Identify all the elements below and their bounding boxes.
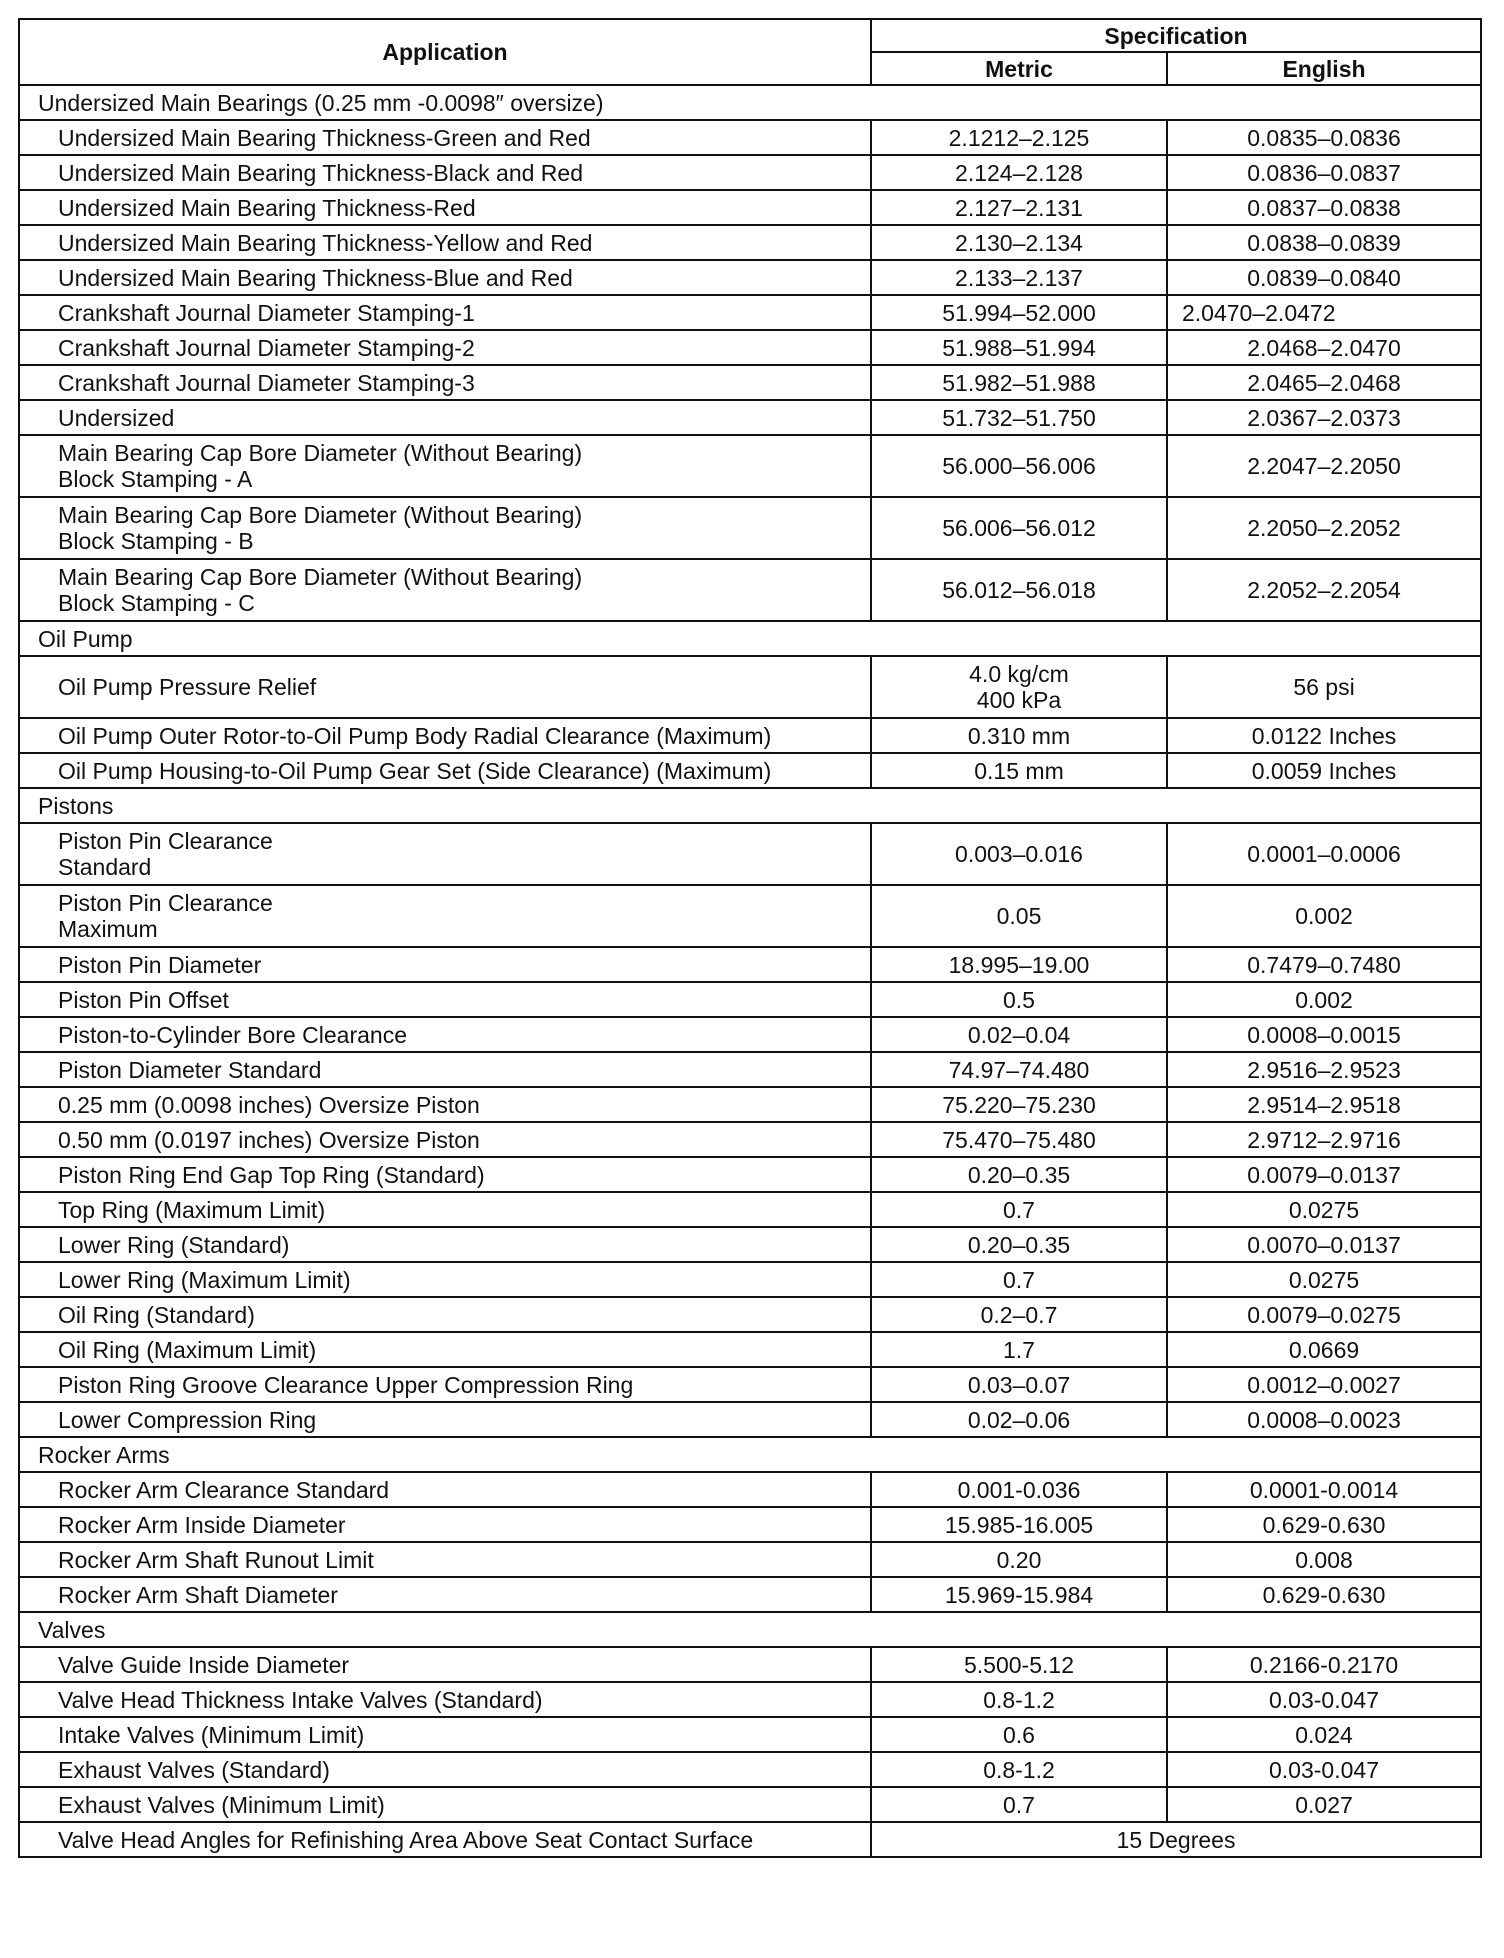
application-cell [19,1717,871,1752]
metric-cell [871,1682,1167,1717]
application-text: Crankshaft Journal Diameter Stamping-1 [58,299,475,326]
table-row [19,1682,1481,1717]
metric-value: 0.7 [1003,1196,1035,1223]
table-row [19,1017,1481,1052]
table-row [19,330,1481,365]
metric-value: 51.982–51.988 [942,369,1096,396]
metric-cell [871,982,1167,1017]
metric-value: 1.7 [1003,1336,1035,1363]
metric-value: 74.97–74.480 [948,1056,1090,1083]
metric-cell [871,400,1167,435]
metric-value: 15.969-15.984 [944,1581,1094,1608]
application-text: Rocker Arm Clearance Standard [58,1476,390,1503]
application-cell [19,1157,871,1192]
application-cell [19,365,871,400]
metric-cell [871,190,1167,225]
english-cell: 0.0008–0.0015 [1167,1017,1481,1052]
metric-value: 0.003–0.016 [955,841,1083,867]
application-cell [19,753,871,788]
english-cell: 2.2052–2.2054 [1167,559,1481,621]
application-text: Crankshaft Journal Diameter Stamping-2 [58,334,475,361]
application-text: Valve Head Thickness Intake Valves (Standard) [58,1686,543,1713]
application-cell [19,1752,871,1787]
column-header-application: Application [19,19,871,85]
application-text: Oil Pump Outer Rotor-to-Oil Pump Body Radial Clearance (Maximum) [58,722,772,749]
metric-cell [871,718,1167,753]
column-header-english: English [1167,52,1481,85]
metric-cell [871,497,1167,559]
section-row [19,621,1481,656]
metric-value: 75.470–75.480 [942,1126,1096,1153]
metric-cell [871,656,1167,718]
metric-value: 0.5 [1003,986,1035,1013]
table-row [19,1822,1481,1857]
metric-cell [871,559,1167,621]
metric-value: 0.8-1.2 [983,1686,1055,1713]
metric-cell [871,1367,1167,1402]
application-cell [19,1017,871,1052]
application-cell [19,885,871,947]
metric-value: 2.1212–2.125 [948,124,1090,151]
application-cell [19,155,871,190]
table-row [19,1157,1481,1192]
english-cell: 0.03-0.047 [1167,1682,1481,1717]
application-cell [19,1227,871,1262]
application-cell [19,1787,871,1822]
metric-cell [871,120,1167,155]
table-row [19,1227,1481,1262]
table-row [19,947,1481,982]
application-text: Oil Ring (Standard) [58,1301,255,1328]
metric-cell [871,1472,1167,1507]
table-row [19,656,1481,718]
english-cell: 0.002 [1167,885,1481,947]
application-text: Main Bearing Cap Bore Diameter (Without Bearing) [58,502,583,528]
section-row [19,1437,1481,1472]
english-cell: 0.0001–0.0006 [1167,823,1481,885]
application-cell [19,1332,871,1367]
english-cell: 0.008 [1167,1542,1481,1577]
english-cell: 2.9712–2.9716 [1167,1122,1481,1157]
metric-value: 15.985-16.005 [944,1511,1094,1538]
table-row [19,559,1481,621]
metric-value: 0.02–0.06 [967,1406,1071,1433]
metric-value: 0.02–0.04 [967,1021,1071,1048]
table-row [19,1367,1481,1402]
application-text: Crankshaft Journal Diameter Stamping-3 [58,369,475,396]
application-text: Piston Pin Clearance [58,890,273,916]
table-row [19,1787,1481,1822]
metric-cell [871,1297,1167,1332]
table-row [19,1507,1481,1542]
english-cell: 2.0465–2.0468 [1167,365,1481,400]
table-row [19,1752,1481,1787]
metric-value: 51.994–52.000 [942,299,1096,326]
metric-value: 0.6 [1003,1721,1035,1748]
english-cell: 0.0122 Inches [1167,718,1481,753]
metric-value: 5.500-5.12 [964,1651,1074,1678]
application-text: Rocker Arm Shaft Runout Limit [58,1546,374,1573]
table-row [19,1647,1481,1682]
english-cell: 0.002 [1167,982,1481,1017]
metric-value: 2.127–2.131 [955,194,1083,221]
application-cell [19,1262,871,1297]
application-text: Oil Pump Housing-to-Oil Pump Gear Set (Side Clearance) (Maximum) [58,757,772,784]
english-cell: 0.629-0.630 [1167,1577,1481,1612]
metric-cell [871,155,1167,190]
application-text: Oil Pump Pressure Relief [58,674,317,700]
english-cell: 2.2047–2.2050 [1167,435,1481,497]
application-cell [19,1647,871,1682]
english-cell: 0.0012–0.0027 [1167,1367,1481,1402]
metric-cell [871,1787,1167,1822]
english-cell: 0.0275 [1167,1192,1481,1227]
application-text: Lower Ring (Maximum Limit) [58,1266,351,1293]
metric-value: 400 kPa [976,687,1062,713]
application-cell [19,947,871,982]
section-row [19,788,1481,823]
spec-page [18,18,1480,1858]
application-cell [19,120,871,155]
table-row [19,753,1481,788]
metric-value: 0.310 mm [967,722,1071,749]
application-text: Undersized Main Bearing Thickness-Green and Red [58,124,591,151]
table-row [19,1052,1481,1087]
metric-value: 56.012–56.018 [942,577,1096,603]
english-cell: 0.0275 [1167,1262,1481,1297]
english-cell: 2.9514–2.9518 [1167,1087,1481,1122]
application-text: Undersized Main Bearing Thickness-Red [58,194,476,221]
english-cell: 2.0468–2.0470 [1167,330,1481,365]
metric-value: 0.001-0.036 [957,1476,1081,1503]
metric-value: 0.15 mm [974,757,1064,784]
metric-cell [871,225,1167,260]
application-text: Maximum [58,916,158,942]
table-body [19,85,1481,1857]
table-row [19,497,1481,559]
application-text: Undersized [58,404,175,431]
application-text: Undersized Main Bearing Thickness-Black and Red [58,159,584,186]
english-cell: 0.0836–0.0837 [1167,155,1481,190]
english-cell: 0.0001-0.0014 [1167,1472,1481,1507]
application-cell [19,1577,871,1612]
application-cell [19,823,871,885]
application-cell [19,718,871,753]
application-text: Lower Compression Ring [58,1406,317,1433]
metric-cell [871,947,1167,982]
application-text: Oil Ring (Maximum Limit) [58,1336,317,1363]
application-text: Intake Valves (Minimum Limit) [58,1721,365,1748]
application-text: Undersized Main Bearing Thickness-Blue and Red [58,264,573,291]
application-cell [19,982,871,1017]
table-row [19,400,1481,435]
application-text: 0.25 mm (0.0098 inches) Oversize Piston [58,1091,480,1118]
application-cell [19,1122,871,1157]
english-cell: 0.0079–0.0137 [1167,1157,1481,1192]
application-cell [19,1052,871,1087]
table-row [19,1122,1481,1157]
application-text: Piston-to-Cylinder Bore Clearance [58,1021,407,1048]
english-cell: 0.7479–0.7480 [1167,947,1481,982]
metric-cell [871,1577,1167,1612]
metric-value: 2.124–2.128 [955,159,1083,186]
section-title: Valves [19,1612,1481,1647]
english-cell: 0.0837–0.0838 [1167,190,1481,225]
table-row [19,885,1481,947]
application-cell [19,260,871,295]
metric-cell [871,1717,1167,1752]
metric-cell [871,1262,1167,1297]
metric-cell [871,295,1167,330]
metric-value: 18.995–19.00 [948,951,1090,978]
table-row [19,365,1481,400]
application-cell [19,656,871,718]
table-row [19,1717,1481,1752]
application-text: Standard [58,854,152,880]
section-title: Undersized Main Bearings (0.25 mm -0.0098″ oversize) [19,85,1481,120]
english-cell: 2.0367–2.0373 [1167,400,1481,435]
application-cell [19,1472,871,1507]
english-cell: 2.2050–2.2052 [1167,497,1481,559]
table-row [19,1192,1481,1227]
application-cell [19,1192,871,1227]
metric-cell [871,365,1167,400]
table-row [19,120,1481,155]
application-cell [19,400,871,435]
application-cell [19,1087,871,1122]
metric-cell [871,1542,1167,1577]
application-text: Piston Ring End Gap Top Ring (Standard) [58,1161,485,1188]
specification-table [18,18,1482,1858]
table-row [19,1087,1481,1122]
section-row [19,85,1481,120]
application-cell [19,497,871,559]
english-cell: 0.629-0.630 [1167,1507,1481,1542]
section-title: Oil Pump [19,621,1481,656]
table-row [19,982,1481,1017]
application-cell [19,225,871,260]
column-header-metric: Metric [871,52,1167,85]
combined-spec-cell: 15 Degrees [871,1822,1481,1857]
application-cell [19,295,871,330]
english-cell: 0.027 [1167,1787,1481,1822]
application-cell [19,1542,871,1577]
application-text: Block Stamping - B [58,528,254,554]
table-row [19,155,1481,190]
application-text: Block Stamping - C [58,590,255,616]
metric-value: 51.732–51.750 [942,404,1096,431]
application-text: Main Bearing Cap Bore Diameter (Without Bearing) [58,564,583,590]
application-cell [19,435,871,497]
application-text: Piston Diameter Standard [58,1056,322,1083]
table-row [19,1402,1481,1437]
metric-value: 0.2–0.7 [980,1301,1058,1328]
metric-value: 0.7 [1003,1791,1035,1818]
english-cell: 0.0839–0.0840 [1167,260,1481,295]
application-cell [19,1822,871,1857]
application-text: Valve Guide Inside Diameter [58,1651,350,1678]
english-cell: 56 psi [1167,656,1481,718]
table-row [19,295,1481,330]
table-row [19,718,1481,753]
metric-cell [871,1752,1167,1787]
metric-cell [871,1192,1167,1227]
application-text: Valve Head Angles for Refinishing Area Above Seat Contact Surface [58,1826,754,1853]
application-text: Lower Ring (Standard) [58,1231,290,1258]
application-text: Main Bearing Cap Bore Diameter (Without Bearing) [58,440,583,466]
table-row [19,190,1481,225]
application-cell [19,1507,871,1542]
table-row [19,435,1481,497]
application-text: Piston Pin Clearance [58,828,273,854]
application-cell [19,330,871,365]
application-text: Exhaust Valves (Minimum Limit) [58,1791,385,1818]
metric-cell [871,1017,1167,1052]
metric-value: 0.20 [996,1546,1042,1573]
english-cell: 2.9516–2.9523 [1167,1052,1481,1087]
table-row [19,1332,1481,1367]
application-text: Piston Pin Diameter [58,951,262,978]
metric-cell [871,1087,1167,1122]
metric-cell [871,1332,1167,1367]
metric-value: 0.7 [1003,1266,1035,1293]
metric-value: 0.8-1.2 [983,1756,1055,1783]
metric-cell [871,1052,1167,1087]
metric-cell [871,435,1167,497]
metric-cell [871,753,1167,788]
metric-value: 2.133–2.137 [955,264,1083,291]
metric-value: 0.20–0.35 [967,1161,1071,1188]
application-cell [19,1402,871,1437]
metric-cell [871,823,1167,885]
table-row [19,1297,1481,1332]
table-row [19,1472,1481,1507]
metric-cell [871,260,1167,295]
english-cell: 0.0008–0.0023 [1167,1402,1481,1437]
section-title: Rocker Arms [19,1437,1481,1472]
metric-cell [871,1157,1167,1192]
english-cell: 0.0079–0.0275 [1167,1297,1481,1332]
english-cell: 0.024 [1167,1717,1481,1752]
application-cell [19,559,871,621]
metric-cell [871,885,1167,947]
english-cell: 0.0835–0.0836 [1167,120,1481,155]
application-cell [19,190,871,225]
metric-value: 0.03–0.07 [967,1371,1071,1398]
metric-cell [871,1122,1167,1157]
english-cell: 0.03-0.047 [1167,1752,1481,1787]
application-cell [19,1297,871,1332]
table-row [19,225,1481,260]
application-text: 0.50 mm (0.0197 inches) Oversize Piston [58,1126,480,1153]
english-cell: 0.2166-0.2170 [1167,1647,1481,1682]
metric-cell [871,330,1167,365]
metric-cell [871,1402,1167,1437]
section-row [19,1612,1481,1647]
application-cell [19,1682,871,1717]
application-cell [19,1367,871,1402]
table-row [19,1542,1481,1577]
header-row-top [19,19,1481,52]
table-row [19,1577,1481,1612]
english-cell: 0.0070–0.0137 [1167,1227,1481,1262]
application-text: Rocker Arm Shaft Diameter [58,1581,338,1608]
metric-value: 56.000–56.006 [942,453,1096,479]
english-cell: 0.0838–0.0839 [1167,225,1481,260]
application-text: Piston Pin Offset [58,986,229,1013]
column-header-specification: Specification [871,19,1481,52]
application-text: Rocker Arm Inside Diameter [58,1511,346,1538]
english-cell: 2.0470–2.0472 [1167,295,1481,330]
metric-value: 4.0 kg/cm [969,661,1069,687]
metric-cell [871,1227,1167,1262]
application-text: Top Ring (Maximum Limit) [58,1196,326,1223]
application-text: Exhaust Valves (Standard) [58,1756,330,1783]
application-text: Piston Ring Groove Clearance Upper Compression Ring [58,1371,634,1398]
metric-value: 0.20–0.35 [967,1231,1071,1258]
metric-value: 51.988–51.994 [942,334,1096,361]
metric-value: 0.05 [996,903,1042,929]
metric-cell [871,1507,1167,1542]
table-row [19,260,1481,295]
english-cell: 0.0669 [1167,1332,1481,1367]
metric-value: 75.220–75.230 [942,1091,1096,1118]
application-text: Block Stamping - A [58,466,253,492]
english-cell: 0.0059 Inches [1167,753,1481,788]
table-row [19,823,1481,885]
section-title: Pistons [19,788,1481,823]
application-text: Undersized Main Bearing Thickness-Yellow and Red [58,229,593,256]
metric-cell [871,1647,1167,1682]
metric-value: 2.130–2.134 [955,229,1083,256]
metric-value: 56.006–56.012 [942,515,1096,541]
table-row [19,1262,1481,1297]
